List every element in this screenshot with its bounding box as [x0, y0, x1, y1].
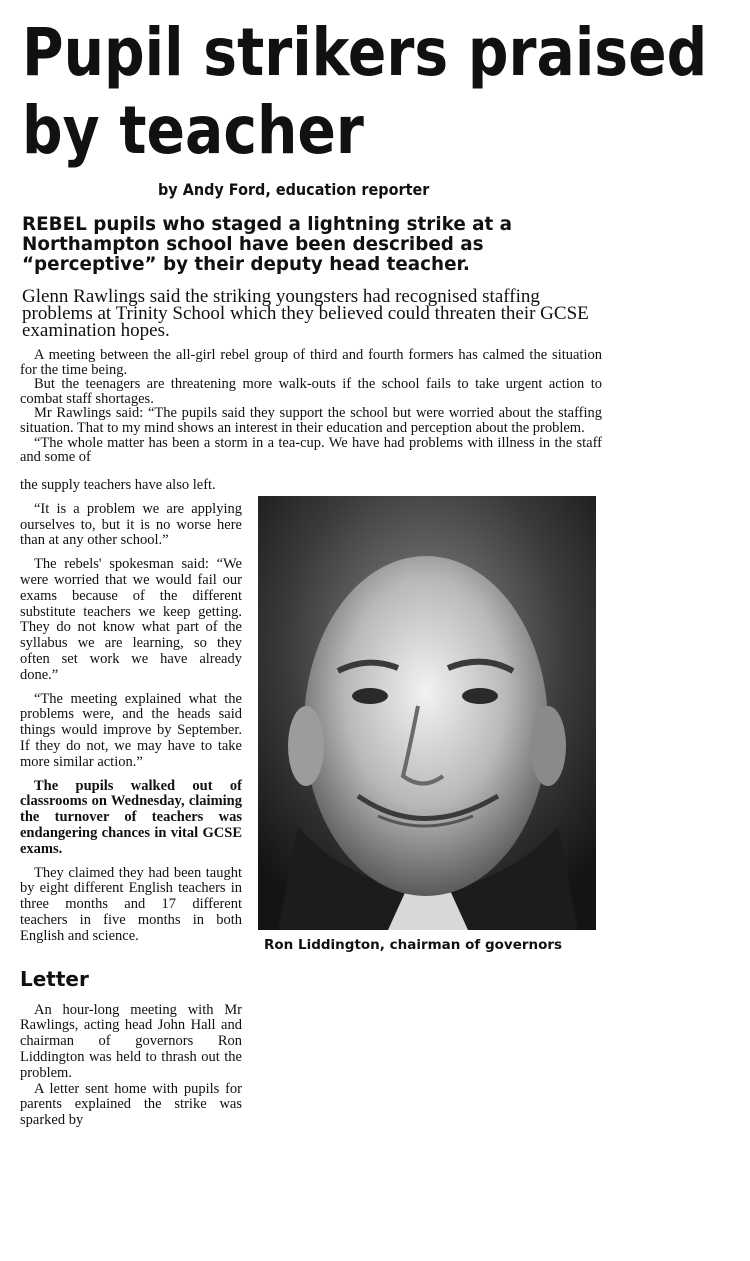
body-paragraph: They claimed they had been taught by eight different English teachers in three months and 17 different teachers in five months in both English and science.: [20, 864, 242, 944]
body-paragraph: A letter sent home with pupils for parents explained the strike was sparked by: [20, 1080, 242, 1129]
body-paragraph: An hour-long meeting with Mr Rawlings, acting head John Hall and chairman of governors Ron Liddington was held to thrash out the problem.: [20, 1001, 242, 1081]
body-paragraph: A meeting between the all-girl rebel group of third and fourth formers has calmed the situation for the time being.: [20, 347, 602, 378]
body-paragraph: “The whole matter has been a storm in a tea-cup. We have had problems with illness in the staff and some of: [20, 434, 602, 466]
headline-line-1: Pupil strikers praised: [22, 14, 708, 91]
byline: by Andy Ford, education reporter: [158, 180, 430, 199]
body-paragraph: The pupils walked out of classrooms on Wednesday, claiming the turnover of teachers was endangering chances in vital GCSE exams.: [20, 777, 242, 857]
body-paragraph: But the teenagers are threatening more walk-outs if the school fails to take urgent action to combat staff shortages.: [20, 376, 602, 407]
subheading: Letter: [20, 966, 89, 991]
standfirst: REBEL pupils who staged a lightning strike at a Northampton school have been described as “perceptive” by their deputy head teacher.: [22, 213, 513, 275]
body-paragraph: The rebels' spokesman said: “We were worried that we would fail our exams because of the different substitute teachers we keep getting. They do not know what part of the syllabus we are learning, so they often set work we have already done.”: [20, 556, 242, 683]
photo-caption: Ron Liddington, chairman of governors: [264, 937, 563, 953]
intro-paragraph: Glenn Rawlings said the striking youngsters had recognised staffing problems at Trinity School which they believed could threaten their GCSE examination hopes.: [22, 286, 589, 341]
body-paragraph: Mr Rawlings said: “The pupils said they support the school but were worried about the staffing situation. That to my mind shows an interest in their education and perception about the problem.: [20, 405, 602, 436]
body-paragraph: “It is a problem we are applying ourselves to, but it is no worse here than at any other school.”: [20, 500, 242, 549]
headline: [22, 14, 708, 170]
headline-line-2: by teacher: [22, 92, 364, 169]
body-wide-column: [20, 348, 602, 465]
body-paragraph: the supply teachers have also left.: [20, 477, 216, 493]
portrait-illustration: [258, 496, 596, 930]
body-paragraph: “The meeting explained what the problems were, and the heads said things would improve by September. If they do not, we may have to take more similar action.”: [20, 690, 242, 770]
body-narrow-column: [20, 478, 242, 1129]
portrait-photo: [258, 496, 596, 930]
